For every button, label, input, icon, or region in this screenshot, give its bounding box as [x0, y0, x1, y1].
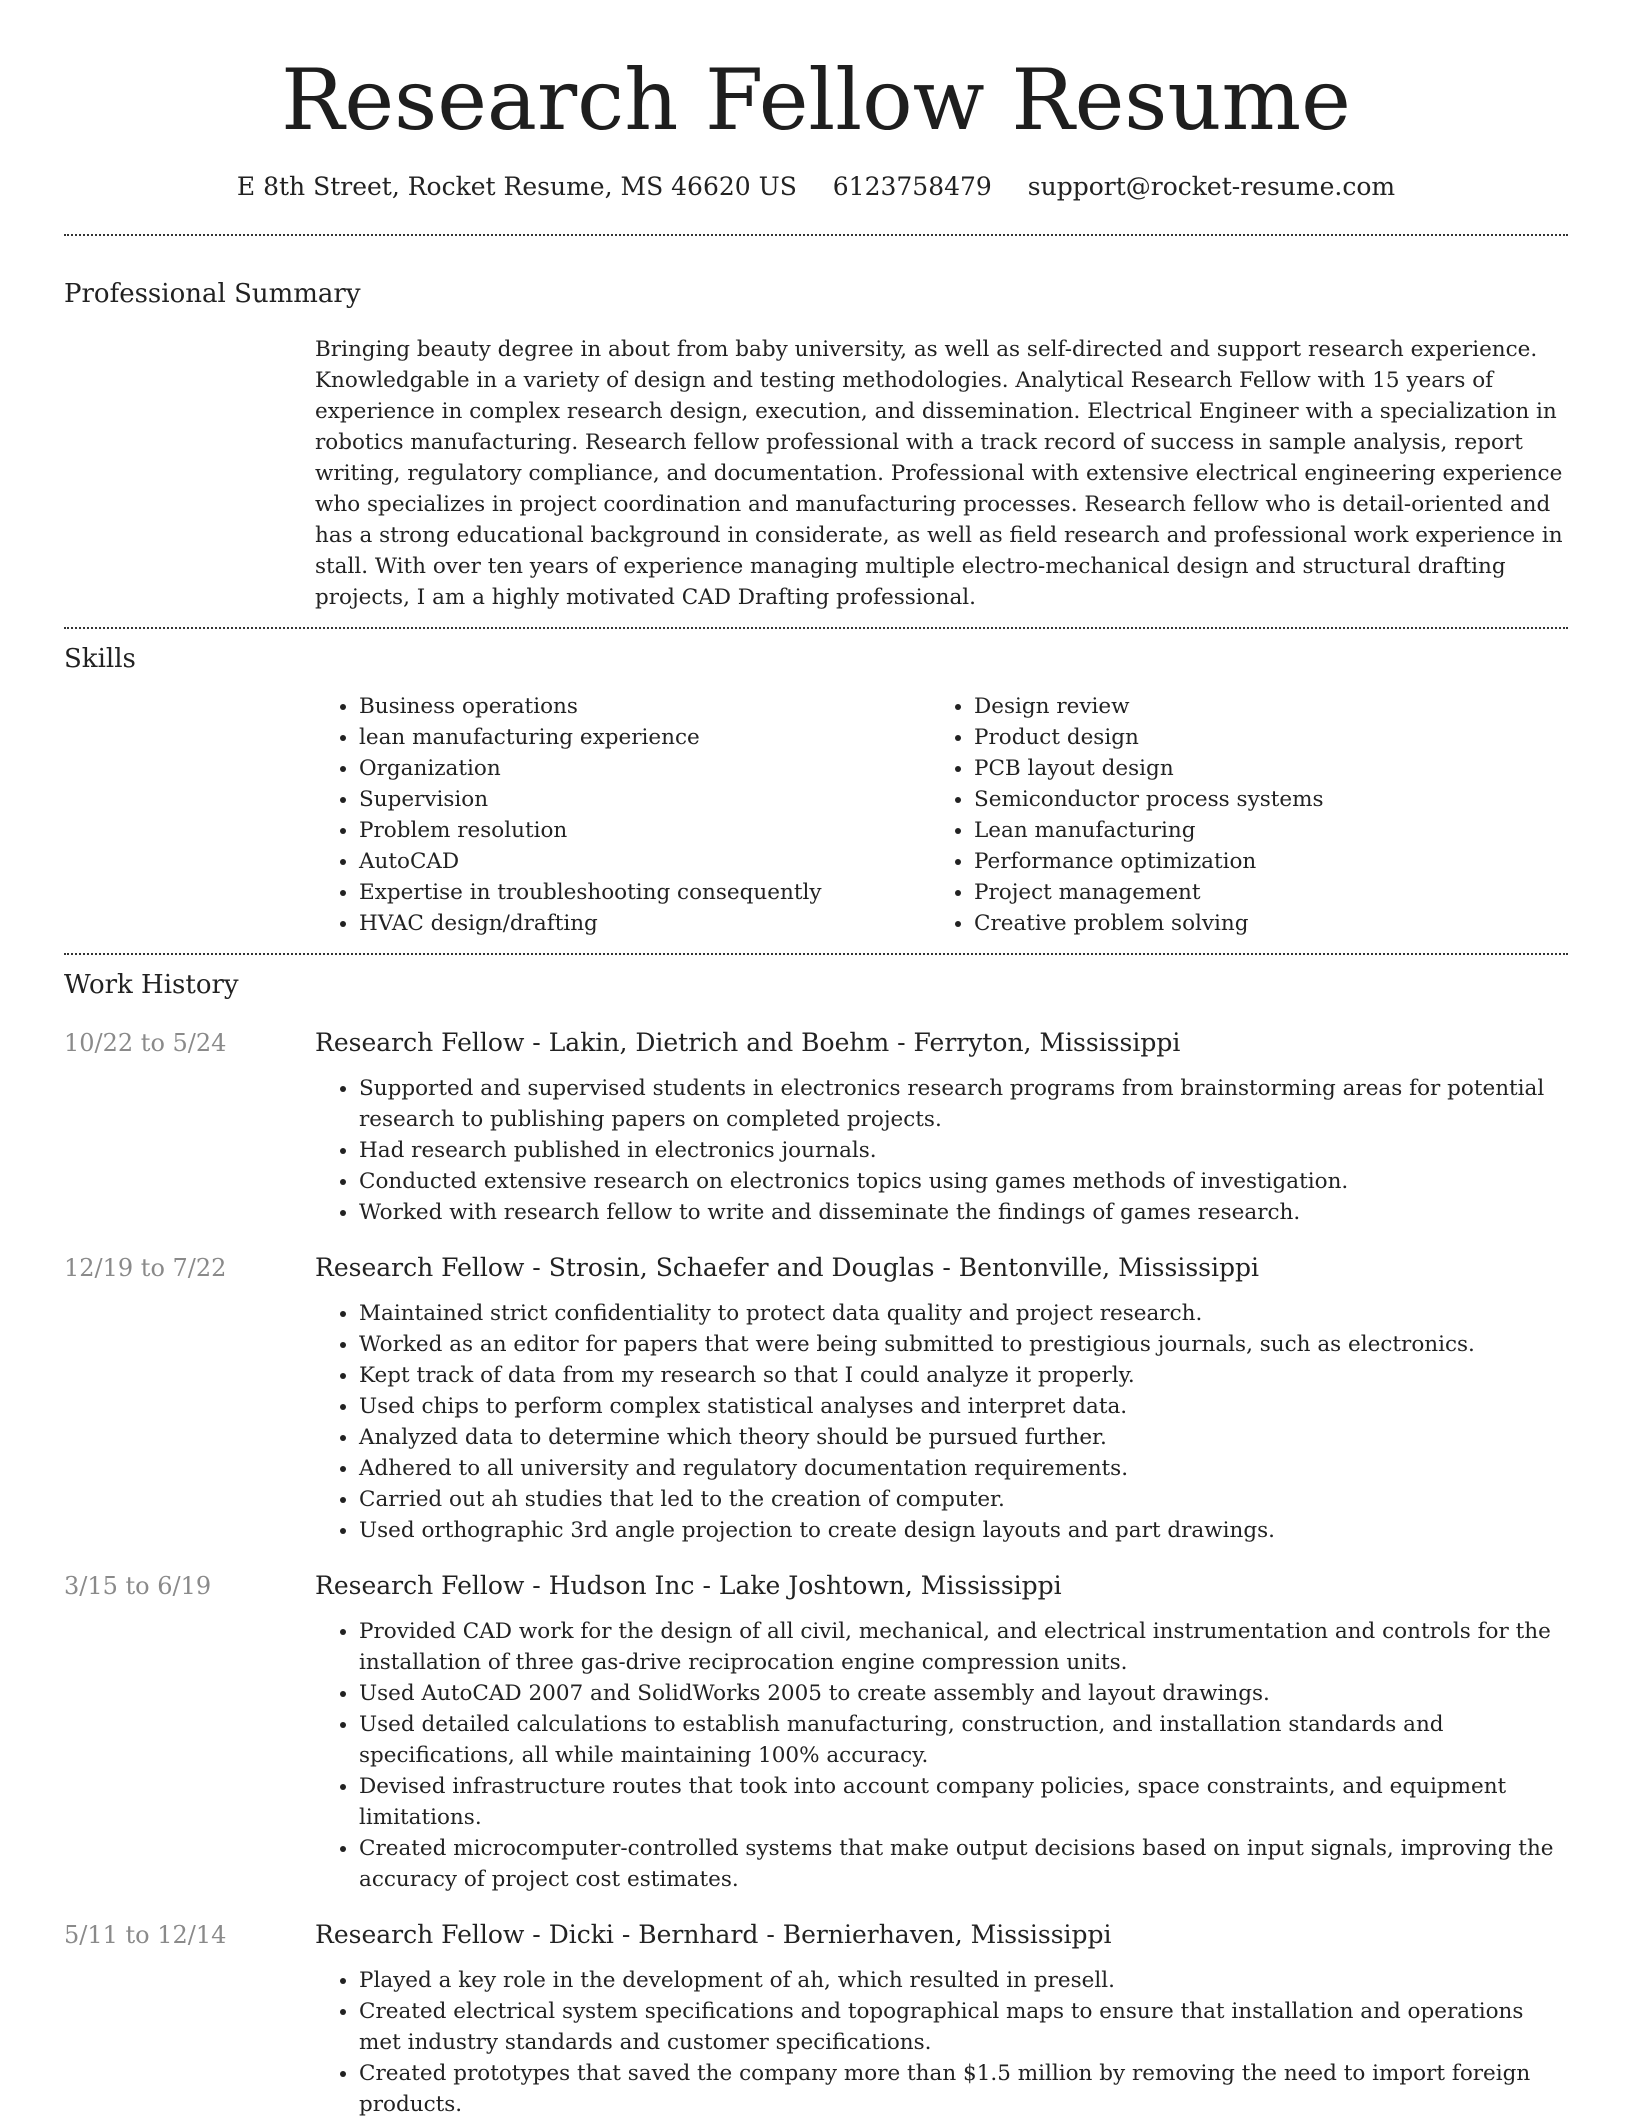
job-body: [315, 1917, 1568, 2120]
job-bullet: • Created prototypes that saved the company more than $1.5 million by removing the need to import foreign products.: [359, 2058, 1568, 2120]
job-bullet: • Conducted extensive research on electronics topics using games methods of investigation.: [359, 1166, 1568, 1197]
skills-divider: [64, 953, 1568, 955]
job-bullet: • Worked with research fellow to write and disseminate the findings of games research.: [359, 1197, 1568, 1228]
skill-item: • Expertise in troubleshooting consequently: [359, 877, 930, 908]
job-bullet: • Used detailed calculations to establish manufacturing, construction, and installation standards and specifications, all while maintaining 100% accuracy.: [359, 1709, 1568, 1771]
skill-item: • Lean manufacturing: [974, 815, 1324, 846]
job-bullet: • Used orthographic 3rd angle projection to create design layouts and part drawings.: [359, 1515, 1568, 1546]
skill-item: • PCB layout design: [974, 753, 1324, 784]
job-bullet: • Devised infrastructure routes that took into account company policies, space constraints, and equipment limitations.: [359, 1771, 1568, 1833]
header-divider: [64, 234, 1568, 236]
contact-line: [64, 168, 1568, 206]
job-dates: 10/22 to 5/24: [64, 1029, 227, 1057]
job-bullet: • Used chips to perform complex statistical analyses and interpret data.: [359, 1391, 1568, 1422]
summary-section-title: Professional Summary: [64, 279, 361, 309]
job-bullet: • Supported and supervised students in electronics research programs from brainstorming areas for potential research to publishing papers on completed projects.: [359, 1073, 1568, 1135]
job-bullet: • Used AutoCAD 2007 and SolidWorks 2005 to create assembly and layout drawings.: [359, 1678, 1568, 1709]
skills-list: [315, 691, 1568, 939]
job-entry: [64, 1025, 1568, 1228]
job-bullets: [315, 1073, 1568, 1228]
summary-divider: [64, 627, 1568, 629]
contact-email: support@rocket-resume.com: [1027, 172, 1396, 201]
job-heading: Research Fellow - Lakin, Dietrich and Boehm - Ferryton, Mississippi: [315, 1028, 1181, 1057]
job-bullet: • Adhered to all university and regulatory documentation requirements.: [359, 1453, 1568, 1484]
job-bullets: [315, 1965, 1568, 2120]
job-entry: [64, 1917, 1568, 2120]
skill-item: • Product design: [974, 722, 1324, 753]
job-dates: 3/15 to 6/19: [64, 1572, 212, 1600]
job-body: [315, 1568, 1568, 1895]
job-dates: 12/19 to 7/22: [64, 1254, 227, 1282]
job-body: [315, 1250, 1568, 1546]
job-bullets: [315, 1298, 1568, 1546]
skill-item: • Business operations: [359, 691, 930, 722]
skill-item: • Organization: [359, 753, 930, 784]
job-bullet: • Had research published in electronics journals.: [359, 1135, 1568, 1166]
job-heading: Research Fellow - Hudson Inc - Lake Joshtown, Mississippi: [315, 1571, 1062, 1600]
skills-column-right: [930, 691, 1324, 939]
job-heading: Research Fellow - Dicki - Bernhard - Bernierhaven, Mississippi: [315, 1920, 1112, 1949]
job-bullet: • Kept track of data from my research so that I could analyze it properly.: [359, 1360, 1568, 1391]
job-bullet: • Created microcomputer-controlled systems that make output decisions based on input signals, improving the accuracy of project cost estimates.: [359, 1833, 1568, 1895]
job-entry: [64, 1250, 1568, 1546]
job-bullet: • Carried out ah studies that led to the creation of computer.: [359, 1484, 1568, 1515]
job-bullet: • Provided CAD work for the design of all civil, mechanical, and electrical instrumentation and controls for the installation of three gas-drive reciprocation engine compression units.: [359, 1616, 1568, 1678]
resume-title: Research Fellow Resume: [281, 51, 1351, 149]
job-bullet: • Maintained strict confidentiality to protect data quality and project research.: [359, 1298, 1568, 1329]
skills-column-left: [315, 691, 930, 939]
job-bullet: • Worked as an editor for papers that were being submitted to prestigious journals, such as electronics.: [359, 1329, 1568, 1360]
job-dates: 5/11 to 12/14: [64, 1921, 227, 1949]
skill-item: • AutoCAD: [359, 846, 930, 877]
skill-item: • Supervision: [359, 784, 930, 815]
skill-item: • Performance optimization: [974, 846, 1324, 877]
summary-text: Bringing beauty degree in about from baby university, as well as self-directed and support research experience. Knowledgable in a variety of design and testing methodologies. Analytical Research Fellow with 15 years of experience in complex research design, execution, and dissemination. Electrical Engineer with a specialization in robotics manufacturing. Research fellow professional with a track record of success in sample analysis, report writing, regulatory compliance, and documentation. Professional with extensive electrical engineering experience who specializes in project coordination and manufacturing processes. Research fellow who is detail-oriented and has a strong educational background in considerate, as well as field research and professional work experience in stall. With over ten years of experience managing multiple electro-mechanical design and structural drafting projects, I am a highly motivated CAD Drafting professional.: [315, 337, 1563, 610]
skill-item: • Problem resolution: [359, 815, 930, 846]
skill-item: • Creative problem solving: [974, 908, 1324, 939]
job-heading: Research Fellow - Strosin, Schaefer and Douglas - Bentonville, Mississippi: [315, 1253, 1259, 1282]
skills-section-title: Skills: [64, 644, 136, 674]
job-bullets: [315, 1616, 1568, 1895]
skill-item: • Semiconductor process systems: [974, 784, 1324, 815]
contact-phone: 6123758479: [832, 172, 992, 201]
skill-item: • Design review: [974, 691, 1324, 722]
work-section-title: Work History: [64, 970, 239, 1000]
job-bullet: • Played a key role in the development of ah, which resulted in presell.: [359, 1965, 1568, 1996]
skill-item: • HVAC design/drafting: [359, 908, 930, 939]
skill-item: • Project management: [974, 877, 1324, 908]
skill-item: • lean manufacturing experience: [359, 722, 930, 753]
job-body: [315, 1025, 1568, 1228]
job-bullet: • Created electrical system specifications and topographical maps to ensure that installation and operations met industry standards and customer specifications.: [359, 1996, 1568, 2058]
contact-address: E 8th Street, Rocket Resume, MS 46620 US: [236, 172, 797, 201]
job-entry: [64, 1568, 1568, 1895]
job-bullet: • Analyzed data to determine which theory should be pursued further.: [359, 1422, 1568, 1453]
